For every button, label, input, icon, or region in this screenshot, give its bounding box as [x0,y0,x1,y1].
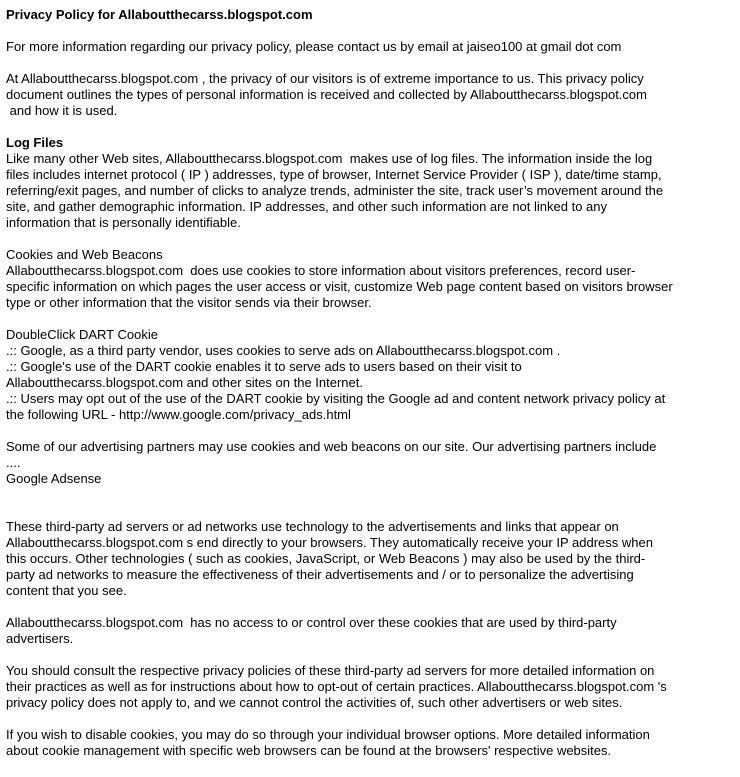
intro-paragraph [6,71,740,119]
title-block [6,7,740,23]
text-line: .... [6,455,21,470]
text-line: Google Adsense [6,471,102,486]
text-line: content that you see. [6,583,127,598]
text-line: At Allaboutthecarss.blogspot.com , the privacy of our visitors is of extreme importance to us. This privacy policy [6,71,644,86]
log-files-section [6,135,740,231]
text-line: their practices as well as for instructions about how to opt-out of certain practices. Allaboutthecarss.blogspot.com 's [6,679,667,694]
text-line: type or other information that the visitor sends via their browser. [6,295,372,310]
disable-cookies-paragraph [6,727,740,759]
text-line: privacy policy does not apply to, and we cannot control the activities of, such other advertisers or web sites. [6,695,623,710]
text-line: Cookies and Web Beacons [6,247,163,262]
text-line: For more information regarding our privacy policy, please contact us by email at jaiseo100 at gmail dot com [6,39,622,54]
section-heading: Log Files [6,135,64,150]
text-line: referring/exit pages, and number of clicks to analyze trends, administer the site, track user’s movement around the [6,183,664,198]
text-line: If you wish to disable cookies, you may do so through your individual browser options. More detailed information [6,727,650,742]
text-line: Like many other Web sites, Allaboutthecarss.blogspot.com makes use of log files. The information inside the log [6,151,653,166]
text-line: Allaboutthecarss.blogspot.com has no access to or control over these cookies that are used by third-party [6,615,617,630]
doubleclick-section [6,327,740,423]
partners-paragraph [6,439,740,487]
cookies-section [6,247,740,311]
text-line: .:: Google's use of the DART cookie enables it to serve ads to users based on their visit to [6,359,522,374]
text-line: and how it is used. [6,103,118,118]
text-line: Allaboutthecarss.blogspot.com does use cookies to store information about visitors preferences, record user- [6,263,636,278]
text-line: You should consult the respective privacy policies of these third-party ad servers for more detailed information on [6,663,655,678]
text-line: .:: Google, as a third party vendor, uses cookies to serve ads on Allaboutthecarss.blogspot.com . [6,343,561,358]
text-line: These third-party ad servers or ad networks use technology to the advertisements and links that appear on [6,519,619,534]
text-line: advertisers. [6,631,74,646]
text-line: .:: Users may opt out of the use of the DART cookie by visiting the Google ad and content network privacy policy at [6,391,666,406]
text-line: document outlines the types of personal information is received and collected by Allaboutthecarss.blogspot.com [6,87,647,102]
text-line: party ad networks to measure the effectiveness of their advertisements and / or to personalize the advertising [6,567,634,582]
text-line: specific information on which pages the user access or visit, customize Web page content based on visitors browser [6,279,673,294]
text-line: Allaboutthecarss.blogspot.com s end directly to your browsers. They automatically receive your IP address when [6,535,653,550]
consult-paragraph [6,663,740,711]
third-party-paragraph [6,519,740,599]
page-title: Privacy Policy for Allaboutthecarss.blogspot.com [6,7,313,22]
text-line: about cookie management with specific web browsers can be found at the browsers' respective websites. [6,743,612,758]
no-access-paragraph [6,615,740,647]
text-line: Allaboutthecarss.blogspot.com and other sites on the Internet. [6,375,363,390]
text-line: site, and gather demographic information. IP addresses, and other such information are not linked to any [6,199,608,214]
text-line: DoubleClick DART Cookie [6,327,158,342]
text-line: this occurs. Other technologies ( such as cookies, JavaScript, or Web Beacons ) may also be used by the third- [6,551,646,566]
text-line: information that is personally identifiable. [6,215,241,230]
text-line: files includes internet protocol ( IP ) addresses, type of browser, Internet Service Provider ( ISP ), date/time stamp, [6,167,662,182]
contact-paragraph [6,39,740,55]
text-line: Some of our advertising partners may use cookies and web beacons on our site. Our advertising partners include [6,439,657,454]
text-line: the following URL - http://www.google.com/privacy_ads.html [6,407,351,422]
